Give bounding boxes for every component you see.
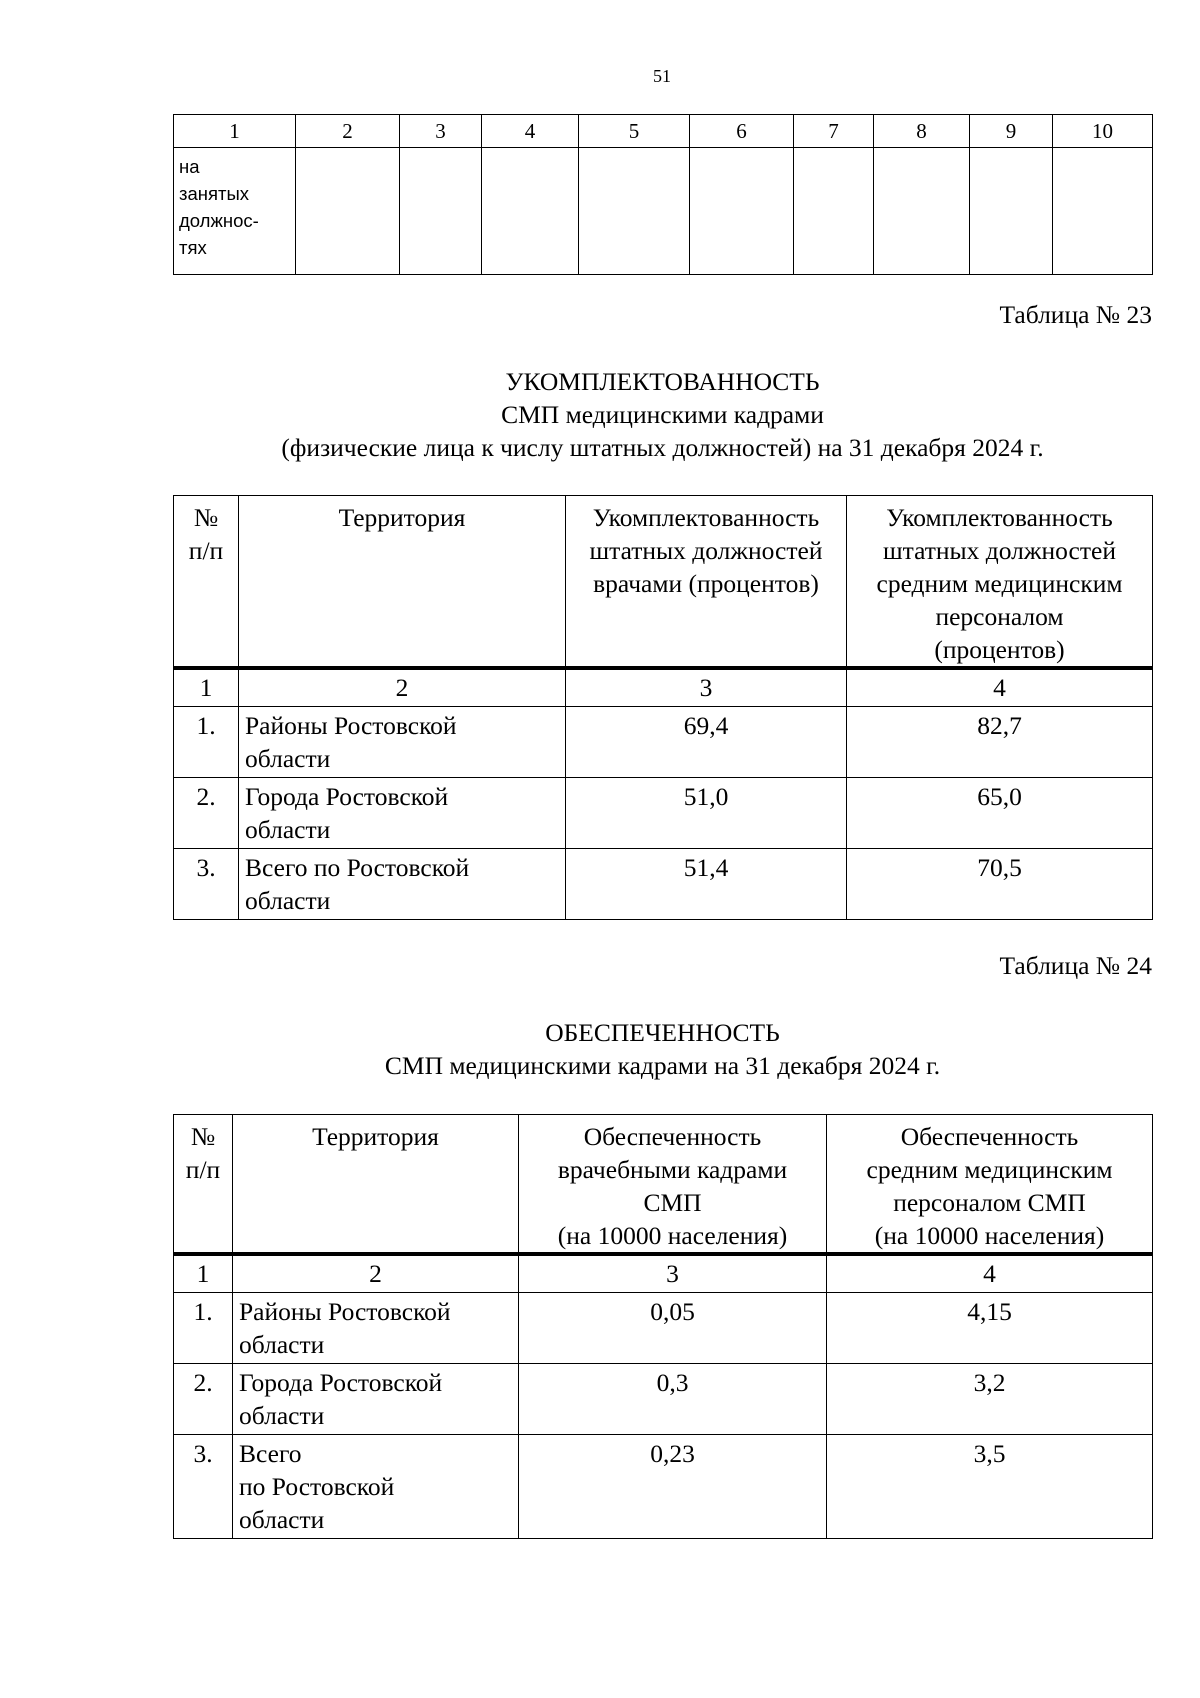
- row-number: 1.: [174, 1293, 233, 1364]
- column-number-cell: 2: [296, 115, 400, 148]
- empty-cell: [690, 148, 794, 275]
- column-number-cell: 8: [874, 115, 970, 148]
- table-23-column-numbers: [174, 668, 1153, 707]
- column-number-cell: 7: [794, 115, 874, 148]
- empty-cell: [579, 148, 690, 275]
- empty-cell: [874, 148, 970, 275]
- page-number: 51: [653, 66, 671, 86]
- value-cell: 70,5: [847, 849, 1153, 920]
- column-number-cell: 9: [970, 115, 1053, 148]
- table-23-title-line: СМП медицинскими кадрами: [501, 400, 824, 429]
- column-number-cell: 10: [1053, 115, 1153, 148]
- table-24-header-row: [174, 1115, 1153, 1255]
- table-23-title-line: (физические лица к числу штатных должностей) на 31 декабря 2024 г.: [281, 433, 1044, 462]
- table-23-header-row: [174, 496, 1153, 669]
- header-cell-territory: Территория: [233, 1115, 519, 1255]
- continuation-table: [173, 114, 1153, 275]
- table-row: [174, 1364, 1153, 1435]
- table-23-label: Таблица № 23: [999, 300, 1152, 329]
- table-24-title-line: ОБЕСПЕЧЕННОСТЬ: [545, 1018, 780, 1047]
- table-row: [174, 849, 1153, 920]
- table-row: [174, 1435, 1153, 1539]
- value-cell: 65,0: [847, 778, 1153, 849]
- column-number-cell: 4: [827, 1254, 1153, 1293]
- column-number-cell: 2: [239, 668, 566, 707]
- column-number-cell: 3: [519, 1254, 827, 1293]
- column-number-cell: 1: [174, 115, 296, 148]
- value-cell: 0,23: [519, 1435, 827, 1539]
- column-number-cell: 3: [566, 668, 847, 707]
- column-number-cell: 5: [579, 115, 690, 148]
- table-23: [173, 495, 1153, 920]
- header-cell-doctors: Обеспеченность врачебными кадрами СМП (на 10000 населения): [519, 1115, 827, 1255]
- empty-cell: [482, 148, 579, 275]
- territory-cell: Города Ростовской области: [233, 1364, 519, 1435]
- header-cell-territory: Территория: [239, 496, 566, 669]
- row-number: 3.: [174, 849, 239, 920]
- value-cell: 51,4: [566, 849, 847, 920]
- header-cell-number: № п/п: [174, 496, 239, 669]
- column-number-cell: 3: [400, 115, 482, 148]
- empty-cell: [794, 148, 874, 275]
- table-row: [174, 148, 1153, 275]
- empty-cell: [400, 148, 482, 275]
- table-row: [174, 1293, 1153, 1364]
- table-24-column-numbers: [174, 1254, 1153, 1293]
- value-cell: 51,0: [566, 778, 847, 849]
- column-number-cell: 4: [847, 668, 1153, 707]
- header-cell-nurses: Укомплектованность штатных должностей средним медицинским персоналом (процентов): [847, 496, 1153, 669]
- row-number: 3.: [174, 1435, 233, 1539]
- value-cell: 4,15: [827, 1293, 1153, 1364]
- column-number-cell: 1: [174, 1254, 233, 1293]
- header-cell-doctors: Укомплектованность штатных должностей врачами (процентов): [566, 496, 847, 669]
- value-cell: 69,4: [566, 707, 847, 778]
- value-cell: 3,2: [827, 1364, 1153, 1435]
- row-number: 2.: [174, 1364, 233, 1435]
- table-23-title: [173, 365, 1152, 464]
- territory-cell: Районы Ростовской области: [239, 707, 566, 778]
- empty-cell: [296, 148, 400, 275]
- table-23-title-line: УКОМПЛЕКТОВАННОСТЬ: [505, 367, 820, 396]
- territory-cell: Районы Ростовской области: [233, 1293, 519, 1364]
- column-number-cell: 6: [690, 115, 794, 148]
- header-cell-number: № п/п: [174, 1115, 233, 1255]
- territory-cell: Всего по Ростовской области: [239, 849, 566, 920]
- row-number: 1.: [174, 707, 239, 778]
- table-24-label: Таблица № 24: [999, 951, 1152, 980]
- value-cell: 82,7: [847, 707, 1153, 778]
- column-number-cell: 2: [233, 1254, 519, 1293]
- row-label: на занятых должнос- тях: [174, 148, 296, 275]
- column-number-cell: 1: [174, 668, 239, 707]
- territory-cell: Города Ростовской области: [239, 778, 566, 849]
- row-number: 2.: [174, 778, 239, 849]
- value-cell: 3,5: [827, 1435, 1153, 1539]
- table-row: [174, 778, 1153, 849]
- table-row: [174, 707, 1153, 778]
- table-24-title: [173, 1016, 1152, 1082]
- column-number-cell: 4: [482, 115, 579, 148]
- table-24: [173, 1114, 1153, 1539]
- table-24-title-line: СМП медицинскими кадрами на 31 декабря 2024 г.: [384, 1051, 941, 1080]
- empty-cell: [970, 148, 1053, 275]
- value-cell: 0,3: [519, 1364, 827, 1435]
- empty-cell: [1053, 148, 1153, 275]
- territory-cell: Всего по Ростовской области: [233, 1435, 519, 1539]
- continuation-header-row: [174, 115, 1153, 148]
- value-cell: 0,05: [519, 1293, 827, 1364]
- header-cell-nurses: Обеспеченность средним медицинским персоналом СМП (на 10000 населения): [827, 1115, 1153, 1255]
